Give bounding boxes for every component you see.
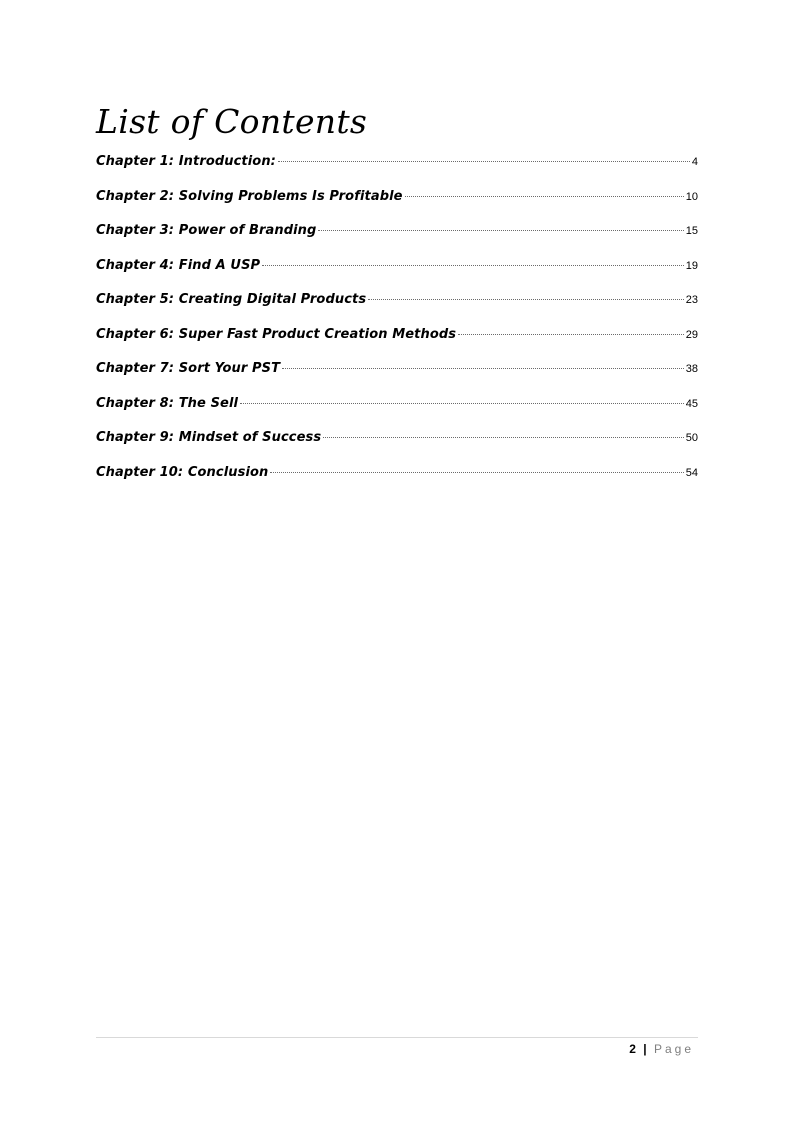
dot-leader [458,334,684,335]
footer-separator: | [643,1042,647,1056]
toc-entry-label[interactable]: Chapter 5: Creating Digital Products [96,292,367,307]
toc-entry-label[interactable]: Chapter 3: Power of Branding [96,223,317,238]
toc-entry-label[interactable]: Chapter 4: Find A USP [96,257,261,273]
dot-leader [368,299,684,300]
toc-entry-page-number: 38 [685,363,698,375]
toc-entry-chapter-10[interactable] [96,465,698,500]
toc-entry-page-number: 50 [685,432,698,444]
dot-leader [323,437,684,438]
toc-entry-page-number: 29 [685,328,698,341]
toc-entry-label[interactable]: Chapter 7: Sort Your PST [96,361,281,376]
page-title: List of Contents [96,102,368,141]
dot-leader [262,265,684,266]
toc-entry-label[interactable]: Chapter 1: Introduction: [96,154,276,169]
toc-entry-chapter-5[interactable] [96,292,698,327]
toc-entry-chapter-1[interactable] [96,154,698,189]
toc-entry-chapter-2[interactable] [96,189,698,224]
toc-entry-label[interactable]: Chapter 2: Solving Problems Is Profitable [96,188,403,204]
dot-leader [240,403,684,404]
toc-entry-label[interactable]: Chapter 8: The Sell [96,395,239,411]
toc-entry-page-number: 45 [685,397,698,410]
toc-entry-page-number: 15 [685,225,698,237]
toc-entry-page-number: 23 [685,294,698,306]
page-footer [629,1042,694,1056]
toc-entry-page-number: 54 [685,466,698,479]
toc-entry-chapter-9[interactable] [96,430,698,465]
table-of-contents [96,154,698,499]
toc-entry-label[interactable]: Chapter 10: Conclusion [96,464,269,480]
toc-entry-chapter-4[interactable] [96,258,698,293]
dot-leader [278,161,690,162]
dot-leader [282,368,684,369]
dot-leader [318,230,683,231]
footer-page-number: 2 [629,1042,636,1056]
footer-page-word: Page [653,1042,694,1056]
toc-entry-chapter-3[interactable] [96,223,698,258]
toc-entry-chapter-6[interactable] [96,327,698,362]
dot-leader [405,196,684,197]
dot-leader [270,472,683,473]
footer-divider [96,1037,698,1038]
toc-entry-chapter-8[interactable] [96,396,698,431]
toc-entry-chapter-7[interactable] [96,361,698,396]
toc-entry-page-number: 10 [685,190,698,203]
toc-entry-page-number: 19 [685,259,698,272]
toc-entry-label[interactable]: Chapter 9: Mindset of Success [96,430,322,445]
toc-entry-page-number: 4 [691,156,698,168]
toc-entry-label[interactable]: Chapter 6: Super Fast Product Creation Methods [96,326,457,342]
